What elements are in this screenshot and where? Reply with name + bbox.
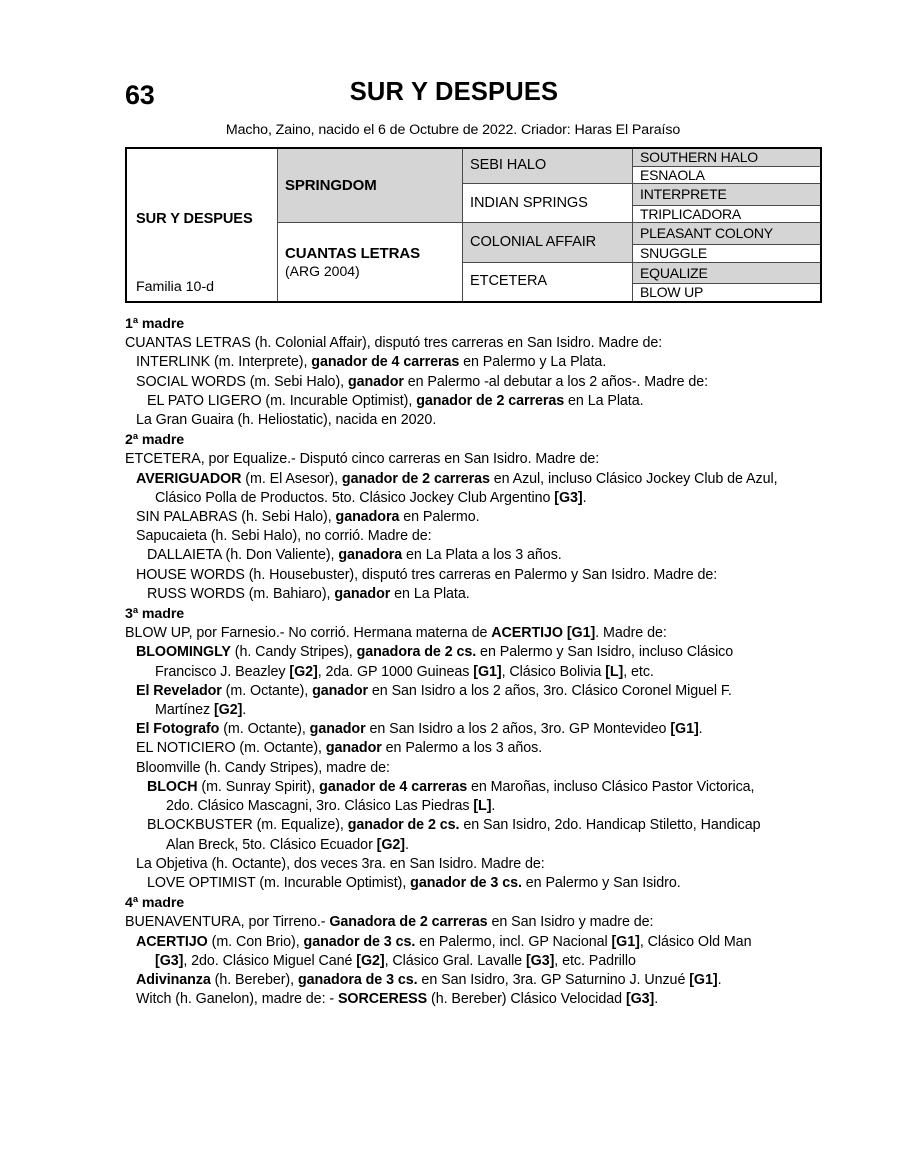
generation-heading: 1ª madre bbox=[125, 316, 185, 332]
pedigree-grandparent-cell bbox=[463, 148, 633, 184]
page-title: SUR Y DESPUES bbox=[349, 78, 559, 106]
pedigree-great-grandparent-name: SOUTHERN HALO bbox=[640, 149, 758, 165]
pedigree-dam-year: (ARG 2004) bbox=[285, 263, 360, 280]
pedigree-entry: SIN PALABRAS (h. Sebi Halo), ganadora en Palermo. bbox=[136, 508, 480, 525]
pedigree-great-grandparent-name: BLOW UP bbox=[640, 284, 704, 301]
table-row bbox=[126, 148, 821, 166]
generation-heading: 2ª madre bbox=[125, 432, 185, 449]
pedigree-entry: BUENAVENTURA, por Tirreno.- Ganadora de 2 carreras en San Isidro y madre de: bbox=[125, 914, 654, 931]
pedigree-great-grandparent-cell bbox=[633, 205, 822, 223]
pedigree-great-grandparent-cell bbox=[633, 184, 822, 206]
pedigree-great-grandparent-cell bbox=[633, 284, 822, 302]
pedigree-entry: Adivinanza (h. Bereber), ganadora de 3 cs. en San Isidro, 3ra. GP Saturnino J. Unzué [G1]. bbox=[136, 971, 722, 988]
pedigree-entry: CUANTAS LETRAS (h. Colonial Affair), disputó tres carreras en San Isidro. Madre de: bbox=[125, 335, 663, 352]
pedigree-grandparent-name: INDIAN SPRINGS bbox=[470, 194, 588, 211]
pedigree-entry: BLOOMINGLY (h. Candy Stripes), ganadora de 2 cs. en Palermo y San Isidro, incluso Clásico Francisco J. Beazley [G2], 2da. GP 1000 Guineas [G1], Clásico Bolivia [L], etc. bbox=[136, 644, 734, 680]
generation-heading: 3ª madre bbox=[125, 606, 185, 623]
pedigree-grandparent-name: ETCETERA bbox=[470, 273, 548, 290]
pedigree-entry: El Revelador (m. Octante), ganador en San Isidro a los 2 años, 3ro. Clásico Coronel Miguel F. Martínez [G2]. bbox=[136, 682, 732, 718]
page-header bbox=[125, 78, 775, 118]
pedigree-sire-cell bbox=[278, 148, 463, 223]
pedigree-great-grandparent-cell bbox=[633, 245, 822, 263]
lot-number: 63 bbox=[125, 80, 155, 110]
pedigree-entry: Bloomville (h. Candy Stripes), madre de: bbox=[136, 759, 390, 776]
pedigree-entry: La Gran Guaira (h. Heliostatic), nacida en 2020. bbox=[136, 411, 437, 428]
pedigree-great-grandparent-cell bbox=[633, 223, 822, 245]
pedigree-grandparent-name: SEBI HALO bbox=[470, 157, 547, 174]
pedigree-great-grandparent-cell bbox=[633, 262, 822, 284]
pedigree-great-grandparent-name: EQUALIZE bbox=[640, 264, 708, 281]
pedigree-entry: LOVE OPTIMIST (m. Incurable Optimist), ganador de 3 cs. en Palermo y San Isidro. bbox=[147, 874, 681, 891]
pedigree-entry: ACERTIJO (m. Con Brio), ganador de 3 cs. en Palermo, incl. GP Nacional [G1], Clásico Old Man [G3], 2do. Clásico Miguel Cané [G2], Clásico Gral. Lavalle [G3], etc. Padrillo bbox=[136, 933, 752, 969]
pedigree-subject-name: SUR Y DESPUES bbox=[136, 211, 253, 227]
pedigree-grandparent-cell bbox=[463, 223, 633, 262]
pedigree-entry: Sapucaieta (h. Sebi Halo), no corrió. Madre de: bbox=[136, 528, 432, 545]
pedigree-table bbox=[125, 147, 822, 303]
pedigree-entry: El Fotografo (m. Octante), ganador en San Isidro a los 2 años, 3ro. GP Montevideo [G1]. bbox=[136, 721, 703, 738]
pedigree-entry: INTERLINK (m. Interprete), ganador de 4 carreras en Palermo y La Plata. bbox=[136, 354, 607, 371]
generation-heading: 4ª madre bbox=[125, 895, 185, 912]
pedigree-entry: RUSS WORDS (m. Bahiaro), ganador en La Plata. bbox=[147, 585, 470, 602]
pedigree-great-grandparent-name: ESNAOLA bbox=[640, 166, 705, 183]
pedigree-entry: DALLAIETA (h. Don Valiente), ganadora en La Plata a los 3 años. bbox=[147, 547, 562, 564]
pedigree-entry: EL PATO LIGERO (m. Incurable Optimist), ganador de 2 carreras en La Plata. bbox=[147, 392, 644, 409]
pedigree-entry: BLOW UP, por Farnesio.- No corrió. Hermana materna de ACERTIJO [G1]. Madre de: bbox=[125, 625, 667, 642]
pedigree-great-grandparent-name: SNUGGLE bbox=[640, 245, 708, 262]
pedigree-sire-name: SPRINGDOM bbox=[285, 176, 377, 194]
pedigree-dam-cell bbox=[278, 223, 463, 302]
pedigree-grandparent-cell bbox=[463, 184, 633, 223]
pedigree-family: Familia 10-d bbox=[136, 279, 215, 296]
pedigree-great-grandparent-name: INTERPRETE bbox=[640, 186, 727, 203]
pedigree-grandparent-cell bbox=[463, 262, 633, 302]
pedigree-entry: HOUSE WORDS (h. Housebuster), disputó tres carreras en Palermo y San Isidro. Madre de: bbox=[136, 566, 718, 583]
pedigree-great-grandparent-name: PLEASANT COLONY bbox=[640, 225, 773, 242]
pedigree-dam-name: CUANTAS LETRAS bbox=[285, 244, 420, 262]
pedigree-entry: BLOCKBUSTER (m. Equalize), ganador de 2 cs. en San Isidro, 2do. Handicap Stiletto, Handicap Alan Breck, 5to. Clásico Ecuador [G2]. bbox=[147, 817, 761, 853]
pedigree-entry: La Objetiva (h. Octante), dos veces 3ra. en San Isidro. Madre de: bbox=[136, 855, 545, 872]
horse-description: Macho, Zaino, nacido el 6 de Octubre de 2022. Criador: Haras El Paraíso bbox=[225, 122, 681, 138]
pedigree-great-grandparent-cell bbox=[633, 166, 822, 184]
pedigree-entry: Witch (h. Ganelon), madre de: - SORCERESS (h. Bereber) Clásico Velocidad [G3]. bbox=[136, 991, 659, 1008]
pedigree-entry: AVERIGUADOR (m. El Asesor), ganador de 2 carreras en Azul, incluso Clásico Jockey Club de Azul, Clásico Polla de Productos. 5to. Clásico Jockey Club Argentino [G3]. bbox=[136, 470, 778, 506]
pedigree-great-grandparent-name: TRIPLICADORA bbox=[640, 205, 742, 222]
pedigree-entry: ETCETERA, por Equalize.- Disputó cinco carreras en San Isidro. Madre de: bbox=[125, 451, 600, 468]
pedigree-narrative bbox=[125, 315, 780, 1009]
pedigree-grandparent-name: COLONIAL AFFAIR bbox=[470, 233, 597, 250]
pedigree-entry: EL NOTICIERO (m. Octante), ganador en Palermo a los 3 años. bbox=[136, 740, 543, 757]
pedigree-entry: SOCIAL WORDS (m. Sebi Halo), ganador en Palermo -al debutar a los 2 años-. Madre de: bbox=[136, 373, 709, 390]
pedigree-great-grandparent-cell bbox=[633, 148, 822, 166]
pedigree-entry: BLOCH (m. Sunray Spirit), ganador de 4 carreras en Maroñas, incluso Clásico Pastor Victorica, 2do. Clásico Mascagni, 3ro. Clásico Las Piedras [L]. bbox=[147, 778, 755, 815]
pedigree-subject-cell bbox=[126, 148, 278, 302]
